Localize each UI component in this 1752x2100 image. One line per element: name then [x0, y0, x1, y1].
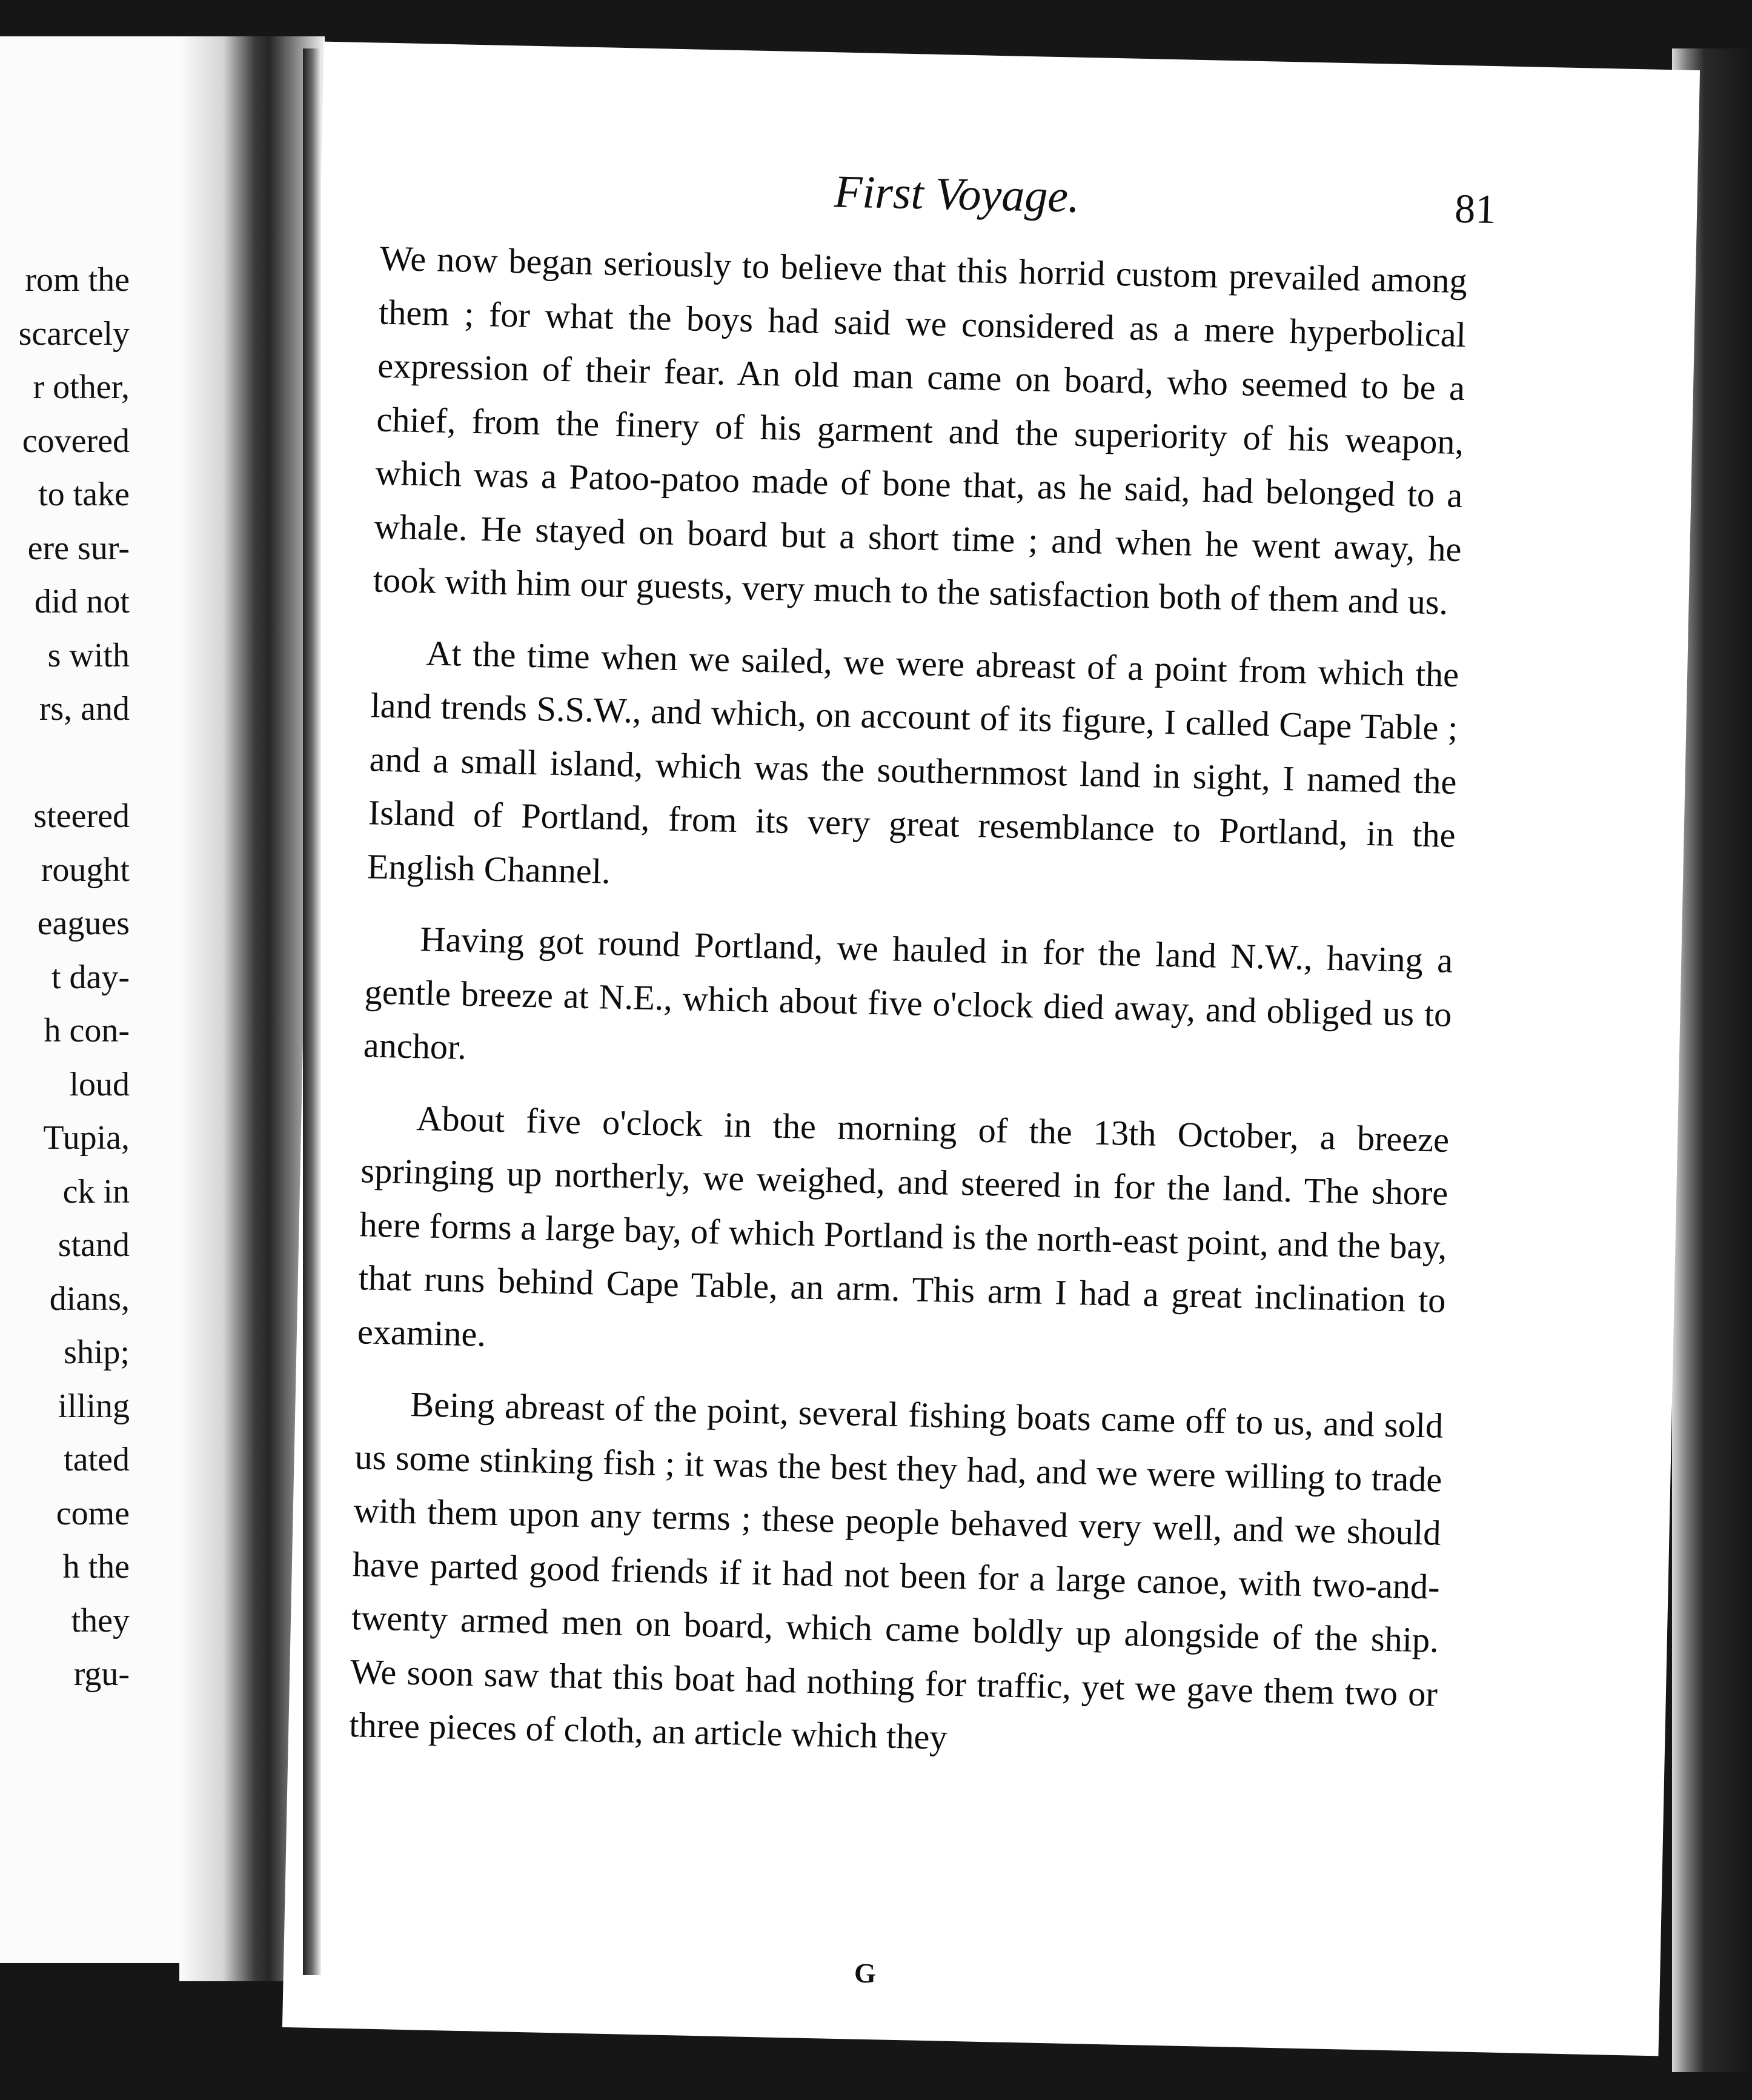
left-page-line: ere sur- [27, 529, 130, 567]
left-page-line: loud [69, 1065, 130, 1103]
left-page-text [0, 253, 130, 1701]
left-page-line: h the [62, 1548, 130, 1586]
left-page-line: covered [22, 422, 130, 460]
paragraph: At the time when we sailed, we were abreast of a point from which the land trends S.S.W., and which, on account of its figure, I called Cape Table ; and a small island, which was the southernmost land in sight, I named the Island of Portland, from its very great resemblance to Portland, in the English Channel. [367, 633, 1459, 891]
left-page-line: scarcely [18, 314, 130, 353]
left-page-line: Tupia, [43, 1119, 130, 1157]
left-page-line [0, 736, 130, 790]
left-page-line: illing [58, 1387, 130, 1425]
signature-mark: G [854, 1957, 877, 1989]
body-text [348, 232, 1468, 1793]
paragraph: Being abreast of the point, several fishing boats came off to us, and sold us some stinking fish ; it was the best they had, and we were willing to trade with them upon any terms ; these people behaved very well, and we should have parted good friends if it had not been for a large canoe, with two-and-twenty armed men on board, which came boldly up alongside of the ship. We soon saw that this boat had nothing for traffic, yet we gave them two or three pieces of cloth, an article which they [348, 1384, 1444, 1757]
paragraph: Having got round Portland, we hauled in for the land N.W., having a gentle breeze at N.E., which about five o'clock died away, and obliged us to anchor. [363, 919, 1453, 1067]
left-page-line: rom the [25, 261, 130, 299]
running-head: First Voyage. [834, 166, 1081, 222]
paragraph: We now began seriously to believe that this horrid custom prevailed among them ; for what the boys had said we considered as a mere hyperbolical expression of their fear. An old man came on board, who seemed to be a chief, from the finery of his garment and the superiority of his weapon, which was a Patoo-patoo made of bone that, as he said, had belonged to a whale. He stayed on board but a short time ; and when he went away, he took with him our guests, very much to the satisfaction both of them and us. [373, 238, 1468, 622]
left-page-line: steered [33, 797, 130, 835]
page-number: 81 [1454, 185, 1497, 233]
paragraph: About five o'clock in the morning of the 13th October, a breeze springing up northerly, we weighed, and steered in for the land. The shore here forms a large bay, of which Portland is the north-east point, and the bay, that runs behind Cape Table, an arm. This arm I had a great inclination to examine. [357, 1098, 1450, 1354]
left-page-line: come [56, 1494, 130, 1532]
left-page-line: ck in [62, 1172, 130, 1211]
left-page-line: to take [38, 476, 130, 513]
left-page-line: rought [41, 851, 130, 889]
left-page-line: dians, [49, 1280, 130, 1318]
left-page-line: r other, [33, 368, 130, 406]
left-page-line: eagues [37, 905, 130, 942]
left-page-line: rs, and [39, 690, 130, 728]
left-page-line: s with [47, 636, 130, 674]
right-page [282, 42, 1700, 2056]
left-page-line: they [71, 1601, 130, 1640]
left-page-line: tated [64, 1441, 130, 1478]
left-page-line: t day- [51, 958, 130, 996]
page-edge-shadow [303, 48, 321, 1975]
left-page-line: ship; [64, 1334, 130, 1371]
left-page-line: h con- [44, 1012, 130, 1049]
left-page-line: stand [58, 1226, 130, 1264]
left-page-line: did not [34, 583, 130, 620]
left-page-line: rgu- [73, 1655, 130, 1693]
